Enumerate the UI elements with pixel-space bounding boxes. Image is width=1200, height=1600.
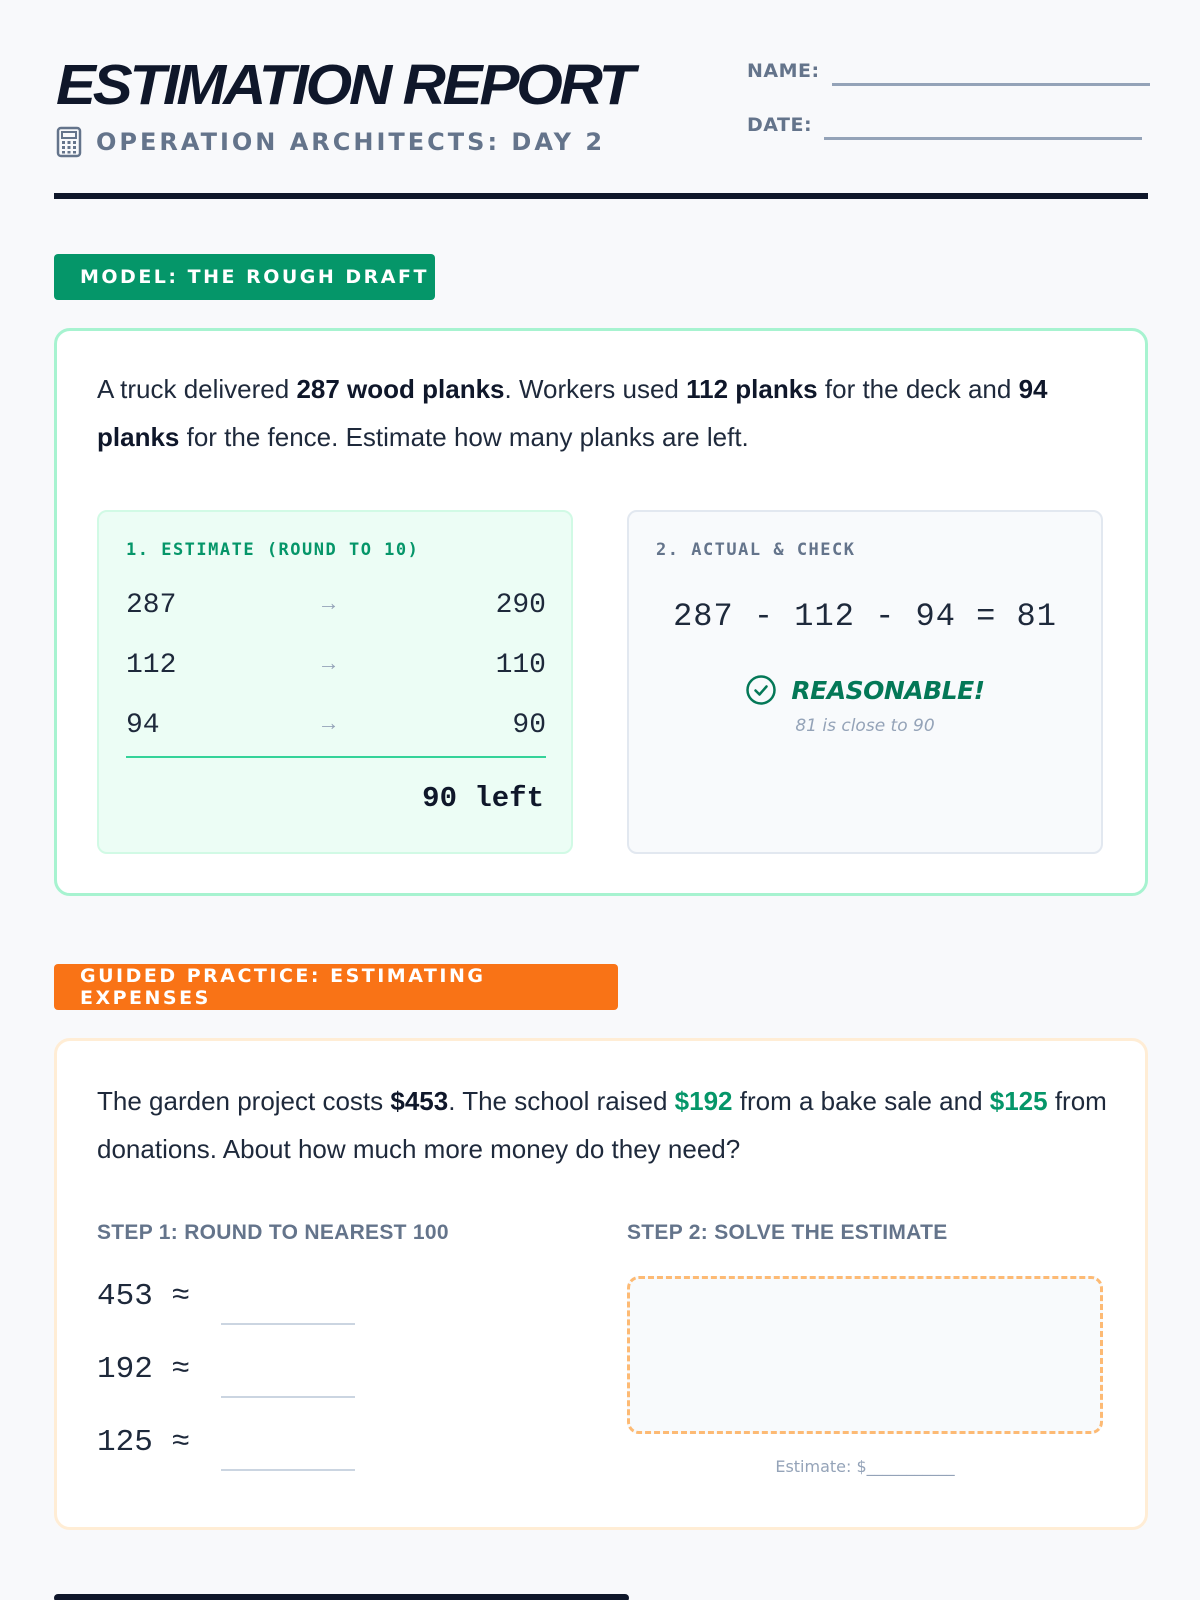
estimate-row bbox=[126, 650, 546, 690]
verdict-label: REASONABLE! bbox=[791, 675, 985, 705]
round-number: 192 ≈ bbox=[97, 1352, 191, 1387]
rounded-number: 90 bbox=[512, 710, 546, 741]
round-row bbox=[97, 1352, 397, 1412]
estimate-answer-label: Estimate: $___________ bbox=[775, 1457, 955, 1476]
arrow-right-icon: → bbox=[322, 652, 336, 677]
step1-heading: STEP 1: ROUND TO NEAREST 100 bbox=[97, 1221, 449, 1244]
worksheet-page bbox=[54, 0, 1148, 1476]
problem-text: from donations. About how much more money do they need? bbox=[97, 1086, 1107, 1164]
estimate-heading: 1. ESTIMATE (ROUND TO 10) bbox=[126, 540, 420, 560]
next-section-bar bbox=[54, 1594, 629, 1600]
check-circle-icon bbox=[745, 674, 777, 706]
estimate-total: 90 left bbox=[422, 782, 544, 815]
original-number: 112 bbox=[126, 650, 177, 681]
problem-text: from a bake sale and bbox=[732, 1086, 990, 1116]
rounded-number: 290 bbox=[495, 590, 546, 621]
guided-section-tag: GUIDED PRACTICE: ESTIMATING EXPENSES bbox=[54, 964, 618, 1010]
name-field[interactable] bbox=[747, 60, 1150, 82]
sum-divider bbox=[126, 756, 546, 758]
problem-amount: $192 bbox=[674, 1086, 733, 1116]
problem-text: for the fence. Estimate how many planks are left. bbox=[179, 422, 749, 452]
original-number: 94 bbox=[126, 710, 160, 741]
worksheet-header bbox=[54, 0, 1148, 200]
date-field[interactable] bbox=[747, 114, 1142, 136]
subtitle-row bbox=[56, 126, 605, 158]
header-divider bbox=[54, 193, 1148, 199]
step2-heading: STEP 2: SOLVE THE ESTIMATE bbox=[627, 1221, 948, 1244]
actual-check-panel bbox=[627, 510, 1103, 854]
round-number: 453 ≈ bbox=[97, 1279, 191, 1314]
name-line[interactable] bbox=[832, 83, 1150, 86]
guided-problem-text bbox=[97, 1077, 1107, 1173]
answer-blank[interactable] bbox=[221, 1396, 355, 1398]
problem-number: 287 wood planks bbox=[296, 374, 505, 404]
model-card bbox=[54, 328, 1148, 896]
answer-blank[interactable] bbox=[221, 1323, 355, 1325]
problem-text: The garden project costs bbox=[97, 1086, 391, 1116]
problem-number: 112 planks bbox=[686, 374, 818, 404]
page-subtitle: OPERATION ARCHITECTS: DAY 2 bbox=[96, 128, 606, 156]
verdict-row bbox=[629, 674, 1101, 706]
problem-text: . The school raised bbox=[448, 1086, 675, 1116]
actual-equation: 287 - 112 - 94 = 81 bbox=[673, 598, 1057, 635]
verdict-note: 81 is close to 90 bbox=[795, 716, 935, 736]
problem-text: A truck delivered bbox=[97, 374, 297, 404]
rounded-number: 110 bbox=[495, 650, 546, 681]
problem-text: . Workers used bbox=[504, 374, 687, 404]
problem-text: for the deck and bbox=[817, 374, 1019, 404]
date-label: DATE: bbox=[747, 114, 813, 136]
date-line[interactable] bbox=[824, 137, 1142, 140]
guided-card bbox=[54, 1038, 1148, 1530]
problem-number: 94 planks bbox=[97, 374, 1048, 452]
round-row bbox=[97, 1425, 397, 1485]
model-section-tag: MODEL: THE ROUGH DRAFT bbox=[54, 254, 435, 300]
model-problem-text bbox=[97, 365, 1107, 461]
original-number: 287 bbox=[126, 590, 177, 621]
estimate-panel bbox=[97, 510, 573, 854]
page-title: ESTIMATION REPORT bbox=[56, 53, 633, 117]
answer-blank[interactable] bbox=[221, 1469, 355, 1471]
arrow-right-icon: → bbox=[322, 712, 336, 737]
estimate-row bbox=[126, 710, 546, 750]
problem-number: $453 bbox=[390, 1086, 449, 1116]
work-area-box[interactable] bbox=[627, 1276, 1103, 1434]
calculator-icon bbox=[56, 126, 82, 158]
round-number: 125 ≈ bbox=[97, 1425, 191, 1460]
arrow-right-icon: → bbox=[322, 592, 336, 617]
actual-heading: 2. ACTUAL & CHECK bbox=[656, 540, 856, 560]
problem-amount: $125 bbox=[989, 1086, 1048, 1116]
name-label: NAME: bbox=[747, 60, 820, 82]
estimate-row bbox=[126, 590, 546, 630]
round-row bbox=[97, 1279, 397, 1339]
